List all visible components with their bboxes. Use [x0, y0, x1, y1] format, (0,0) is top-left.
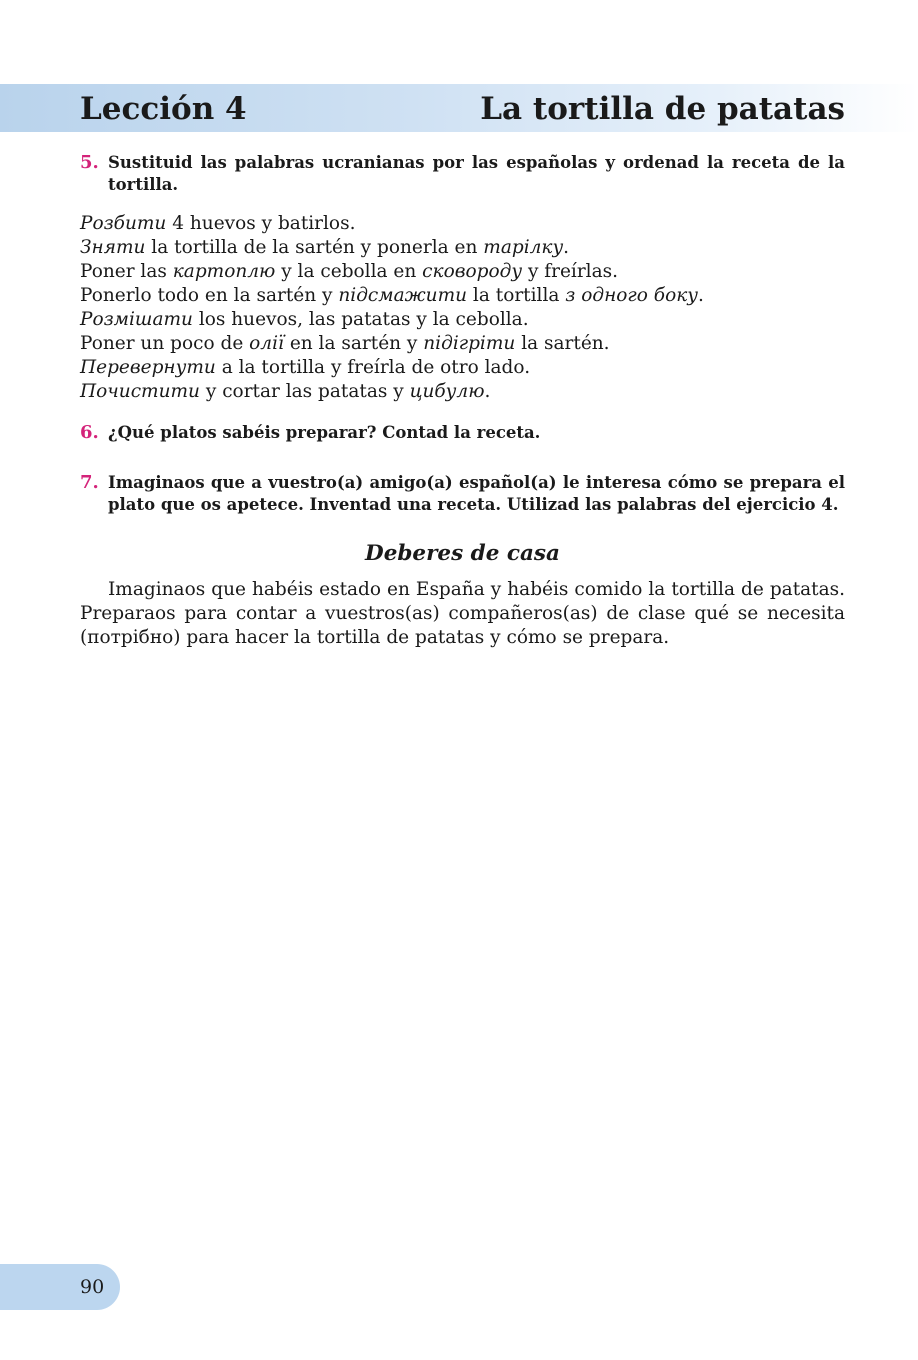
ukrainian-word: сковороду — [422, 261, 523, 282]
ukrainian-word: Зняти — [80, 237, 146, 258]
ukrainian-word: Розбити — [80, 213, 167, 234]
recipe-line — [80, 380, 845, 404]
ukrainian-word: тарілку — [483, 237, 564, 258]
ukrainian-word: Перевернути — [80, 357, 216, 378]
recipe-line — [80, 332, 845, 356]
recipe-line — [80, 356, 845, 380]
ukrainian-word: картоплю — [172, 261, 276, 282]
ukrainian-word: підсмажити — [338, 285, 468, 306]
page-content — [80, 152, 845, 650]
recipe-text: la tortilla — [467, 285, 566, 306]
recipe-text: Ponerlo todo en la sartén y — [80, 285, 339, 306]
recipe-text: los huevos, las patatas y la cebolla. — [192, 309, 529, 330]
recipe-text: . — [484, 381, 491, 402]
ukrainian-word: олії — [249, 333, 284, 354]
page-number: 90 — [80, 1276, 105, 1298]
ukrainian-word: цибулю — [409, 381, 485, 402]
recipe-text: la tortilla de la sartén y ponerla en — [145, 237, 484, 258]
recipe-text: 4 huevos y batirlos. — [166, 213, 356, 234]
recipe-text: la sartén. — [515, 333, 610, 354]
ukrainian-word: підігріти — [423, 333, 516, 354]
recipe-text: . — [563, 237, 570, 258]
recipe-line — [80, 236, 845, 260]
ukrainian-word: з одного боку — [565, 285, 698, 306]
task-number: 5. — [80, 152, 99, 173]
recipe-text: Poner las — [80, 261, 173, 282]
recipe-line — [80, 260, 845, 284]
ukrainian-word: Почистити — [80, 381, 200, 402]
homework-title: Deberes de casa — [365, 541, 560, 566]
recipe-list — [80, 212, 845, 404]
ukrainian-word: Розмішати — [80, 309, 193, 330]
task-6 — [80, 422, 845, 444]
recipe-text: en la sartén y — [283, 333, 424, 354]
recipe-text: y cortar las patatas y — [199, 381, 410, 402]
recipe-line — [80, 212, 845, 236]
recipe-text: y freírlas. — [522, 261, 618, 282]
task-instruction: ¿Qué platos sabéis preparar? Contad la receta. — [108, 423, 541, 442]
task-5 — [80, 152, 845, 196]
task-instruction: Imaginaos que a vuestro(a) amigo(a) español(a) le interesa cómo se prepara el plato que os apetece. Inventad una receta. Utilizad las palabras del ejercicio 4. — [108, 473, 845, 514]
recipe-line — [80, 284, 845, 308]
recipe-text: . — [698, 285, 704, 306]
task-number: 6. — [80, 422, 99, 443]
homework-text: Imaginaos que habéis estado en España y habéis comido la tortilla de patatas. Preparaos para contar a vuestros(as) compañeros(as) de clase qué se necesita (потрібно) para hacer la tortilla de patatas y cómo se prepara. — [80, 579, 845, 648]
recipe-line — [80, 308, 845, 332]
lesson-title: La tortilla de patatas — [480, 91, 845, 127]
recipe-text: a la tortilla y freírla de otro lado. — [215, 357, 531, 378]
lesson-number: Lección 4 — [80, 91, 247, 127]
task-number: 7. — [80, 472, 99, 493]
task-instruction: Sustituid las palabras ucranianas por las españolas y ordenad la receta de la tortilla. — [108, 153, 845, 194]
task-7 — [80, 472, 845, 516]
recipe-text: y la cebolla en — [275, 261, 423, 282]
recipe-text: Poner un poco de — [80, 333, 250, 354]
